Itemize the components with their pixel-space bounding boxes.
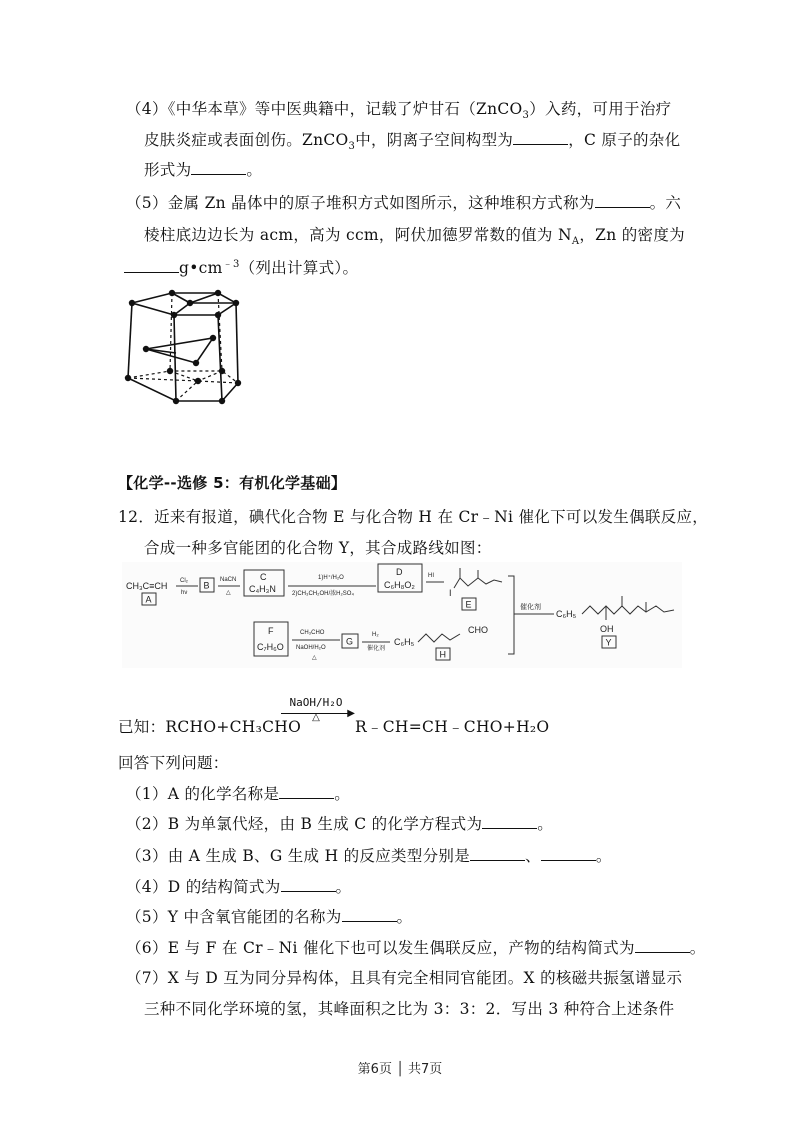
subscript: 3 bbox=[522, 110, 530, 122]
scheme-A-formula: CH₃C≡CH bbox=[126, 581, 168, 591]
text: （1）A 的化学名称是 bbox=[126, 785, 280, 803]
q12-sub3 bbox=[126, 844, 612, 866]
known-reaction-arrow bbox=[281, 696, 355, 723]
q11-part4-line2 bbox=[144, 128, 680, 152]
q11-part5-line3 bbox=[124, 255, 358, 278]
answer-intro: 回答下列问题： bbox=[118, 754, 229, 772]
scheme-F-formula: C₇H₆O bbox=[257, 642, 284, 652]
q11-part5-line2 bbox=[144, 223, 685, 247]
scheme-H-c6h5: C₆H₅ bbox=[394, 637, 415, 647]
q12-sub5 bbox=[126, 905, 412, 927]
q12-intro-line2: 合成一种多官能团的化合物 Y，其合成路线如图： bbox=[144, 539, 492, 557]
scheme-D-label: D bbox=[396, 567, 403, 577]
answer-blank[interactable] bbox=[595, 193, 650, 208]
hcp-crystal-figure bbox=[118, 283, 248, 418]
scheme-cond6-top: H₂ bbox=[372, 632, 379, 638]
superscript: ﹣3 bbox=[222, 259, 240, 270]
scheme-cond1-top: Cl₂ bbox=[180, 578, 188, 584]
text: ，C 原子的杂化 bbox=[568, 131, 681, 149]
q12-intro-line1: 12．近来有报道，碘代化合物 E 与化合物 H 在 Cr﹣Ni 催化下可以发生偶联反应， bbox=[118, 508, 709, 526]
text: 形式为 bbox=[144, 161, 192, 179]
scheme-cond4-top: HI bbox=[428, 573, 434, 579]
scheme-cond5-heat: △ bbox=[312, 655, 317, 661]
text: 。 bbox=[334, 785, 351, 803]
text: 棱柱底边边长为 acm，高为 ccm，阿伏加德罗常数的值为 N bbox=[144, 226, 572, 244]
answer-blank[interactable] bbox=[124, 258, 179, 273]
answer-blank[interactable] bbox=[635, 938, 690, 953]
text: （5）Y 中含氧官能团的名称为 bbox=[126, 908, 342, 926]
scheme-cond3-bottom: 2)CH₃CH₂OH/浓H₂SO₄ bbox=[292, 591, 354, 597]
scheme-E-label: E bbox=[465, 599, 472, 610]
answer-blank[interactable] bbox=[541, 846, 596, 861]
scheme-cond1-bottom: hν bbox=[181, 590, 188, 596]
q12-sub1 bbox=[126, 782, 350, 804]
scheme-F-label: F bbox=[268, 626, 274, 636]
text: （4）《中华本草》等中医典籍中，记载了炉甘石（ZnCO bbox=[126, 100, 523, 118]
text: （列出计算式）。 bbox=[239, 259, 359, 278]
q12-sub6 bbox=[126, 936, 706, 958]
answer-blank[interactable] bbox=[513, 130, 568, 145]
subscript: A bbox=[571, 236, 580, 248]
scheme-C-label: C bbox=[260, 572, 267, 582]
synthesis-scheme bbox=[122, 562, 682, 668]
text: 。 bbox=[335, 878, 352, 896]
page-footer: 第6页 │ 共7页 bbox=[357, 1062, 443, 1077]
known-reactants: 已知：RCHO+CH₃CHO bbox=[118, 718, 302, 736]
answer-blank[interactable] bbox=[191, 160, 246, 175]
text: ，Zn 的密度为 bbox=[579, 226, 685, 244]
scheme-G-label: G bbox=[346, 636, 354, 647]
q11-part4-line1 bbox=[126, 97, 671, 121]
known-product: R﹣CH=CH﹣CHO+H₂O bbox=[355, 718, 550, 736]
scheme-Y-label: Y bbox=[605, 637, 612, 648]
text: （3）由 A 生成 B、G 生成 H 的反应类型分别是 bbox=[126, 847, 471, 865]
text: 中，阴离子空间构型为 bbox=[355, 131, 514, 149]
text: 、 bbox=[525, 847, 541, 865]
text: g•cm bbox=[179, 259, 223, 278]
known-reaction bbox=[118, 715, 301, 737]
scheme-cond5-top: CH₃CHO bbox=[300, 630, 325, 636]
text: （4）D 的结构简式为 bbox=[126, 878, 281, 896]
text: （5）金属 Zn 晶体中的原子堆积方式如图所示，这种堆积方式称为 bbox=[126, 194, 595, 212]
q12-sub7-line2: 三种不同化学环境的氢，其峰面积之比为 3：3：2．写出 3 种符合上述条件 bbox=[144, 1000, 675, 1018]
arrow-line bbox=[281, 708, 355, 719]
answer-blank[interactable] bbox=[281, 877, 336, 892]
scheme-Y-oh: OH bbox=[600, 624, 614, 634]
scheme-cond5-bottom: NaOH/H₂O bbox=[296, 645, 326, 651]
scheme-B-label: B bbox=[203, 580, 210, 591]
text: 。 bbox=[246, 161, 263, 179]
scheme-C-formula: C₄H₃N bbox=[249, 584, 276, 594]
text: 皮肤炎症或表面创伤。ZnCO bbox=[144, 131, 349, 149]
scheme-A-label: A bbox=[145, 594, 152, 605]
text: （2）B 为单氯代烃，由 B 生成 C 的化学方程式为 bbox=[126, 815, 483, 833]
scheme-catalyst-label: 催化剂 bbox=[520, 604, 541, 611]
text: 。 bbox=[537, 815, 554, 833]
text: 。 bbox=[595, 847, 612, 865]
q12-sub7-line1: （7）X 与 D 互为同分异构体，且具有完全相同官能团。X 的核磁共振氢谱显示 bbox=[126, 969, 683, 987]
scheme-Y-c6h5: C₆H₅ bbox=[556, 609, 577, 619]
text: 。六 bbox=[649, 194, 682, 212]
section-heading: 【化学--选修 5：有机化学基础】 bbox=[118, 474, 347, 492]
answer-blank[interactable] bbox=[342, 907, 397, 922]
text: （6）E 与 F 在 Cr﹣Ni 催化下也可以发生偶联反应，产物的结构简式为 bbox=[126, 939, 635, 957]
scheme-H-label: H bbox=[439, 649, 446, 660]
scheme-cond2-bottom: △ bbox=[226, 590, 231, 596]
q11-part4-line3 bbox=[144, 158, 262, 180]
scheme-H-cho: CHO bbox=[468, 625, 488, 635]
text: 。 bbox=[689, 939, 706, 957]
q11-part5-line1 bbox=[126, 191, 681, 213]
text: 。 bbox=[396, 908, 413, 926]
known-condition-bottom: △ bbox=[312, 712, 320, 723]
known-condition-top: NaOH/H₂O bbox=[289, 696, 343, 709]
scheme-E-iodine: I bbox=[449, 588, 452, 598]
answer-blank[interactable] bbox=[482, 814, 537, 829]
scheme-cond6-bottom: 催化剂 bbox=[367, 646, 386, 652]
answer-blank[interactable] bbox=[279, 784, 334, 799]
scheme-D-formula: C₆H₈O₂ bbox=[384, 580, 415, 590]
q12-sub4 bbox=[126, 875, 351, 897]
answer-blank[interactable] bbox=[470, 846, 525, 861]
text: ）入药，可用于治疗 bbox=[529, 100, 672, 118]
scheme-cond3-top: 1)H⁺/H₂O bbox=[318, 575, 344, 581]
arrow-head-icon: ▶ bbox=[347, 708, 355, 719]
q12-sub2 bbox=[126, 812, 553, 834]
subscript: 3 bbox=[348, 141, 356, 153]
scheme-cond2-top: NaCN bbox=[220, 577, 237, 583]
